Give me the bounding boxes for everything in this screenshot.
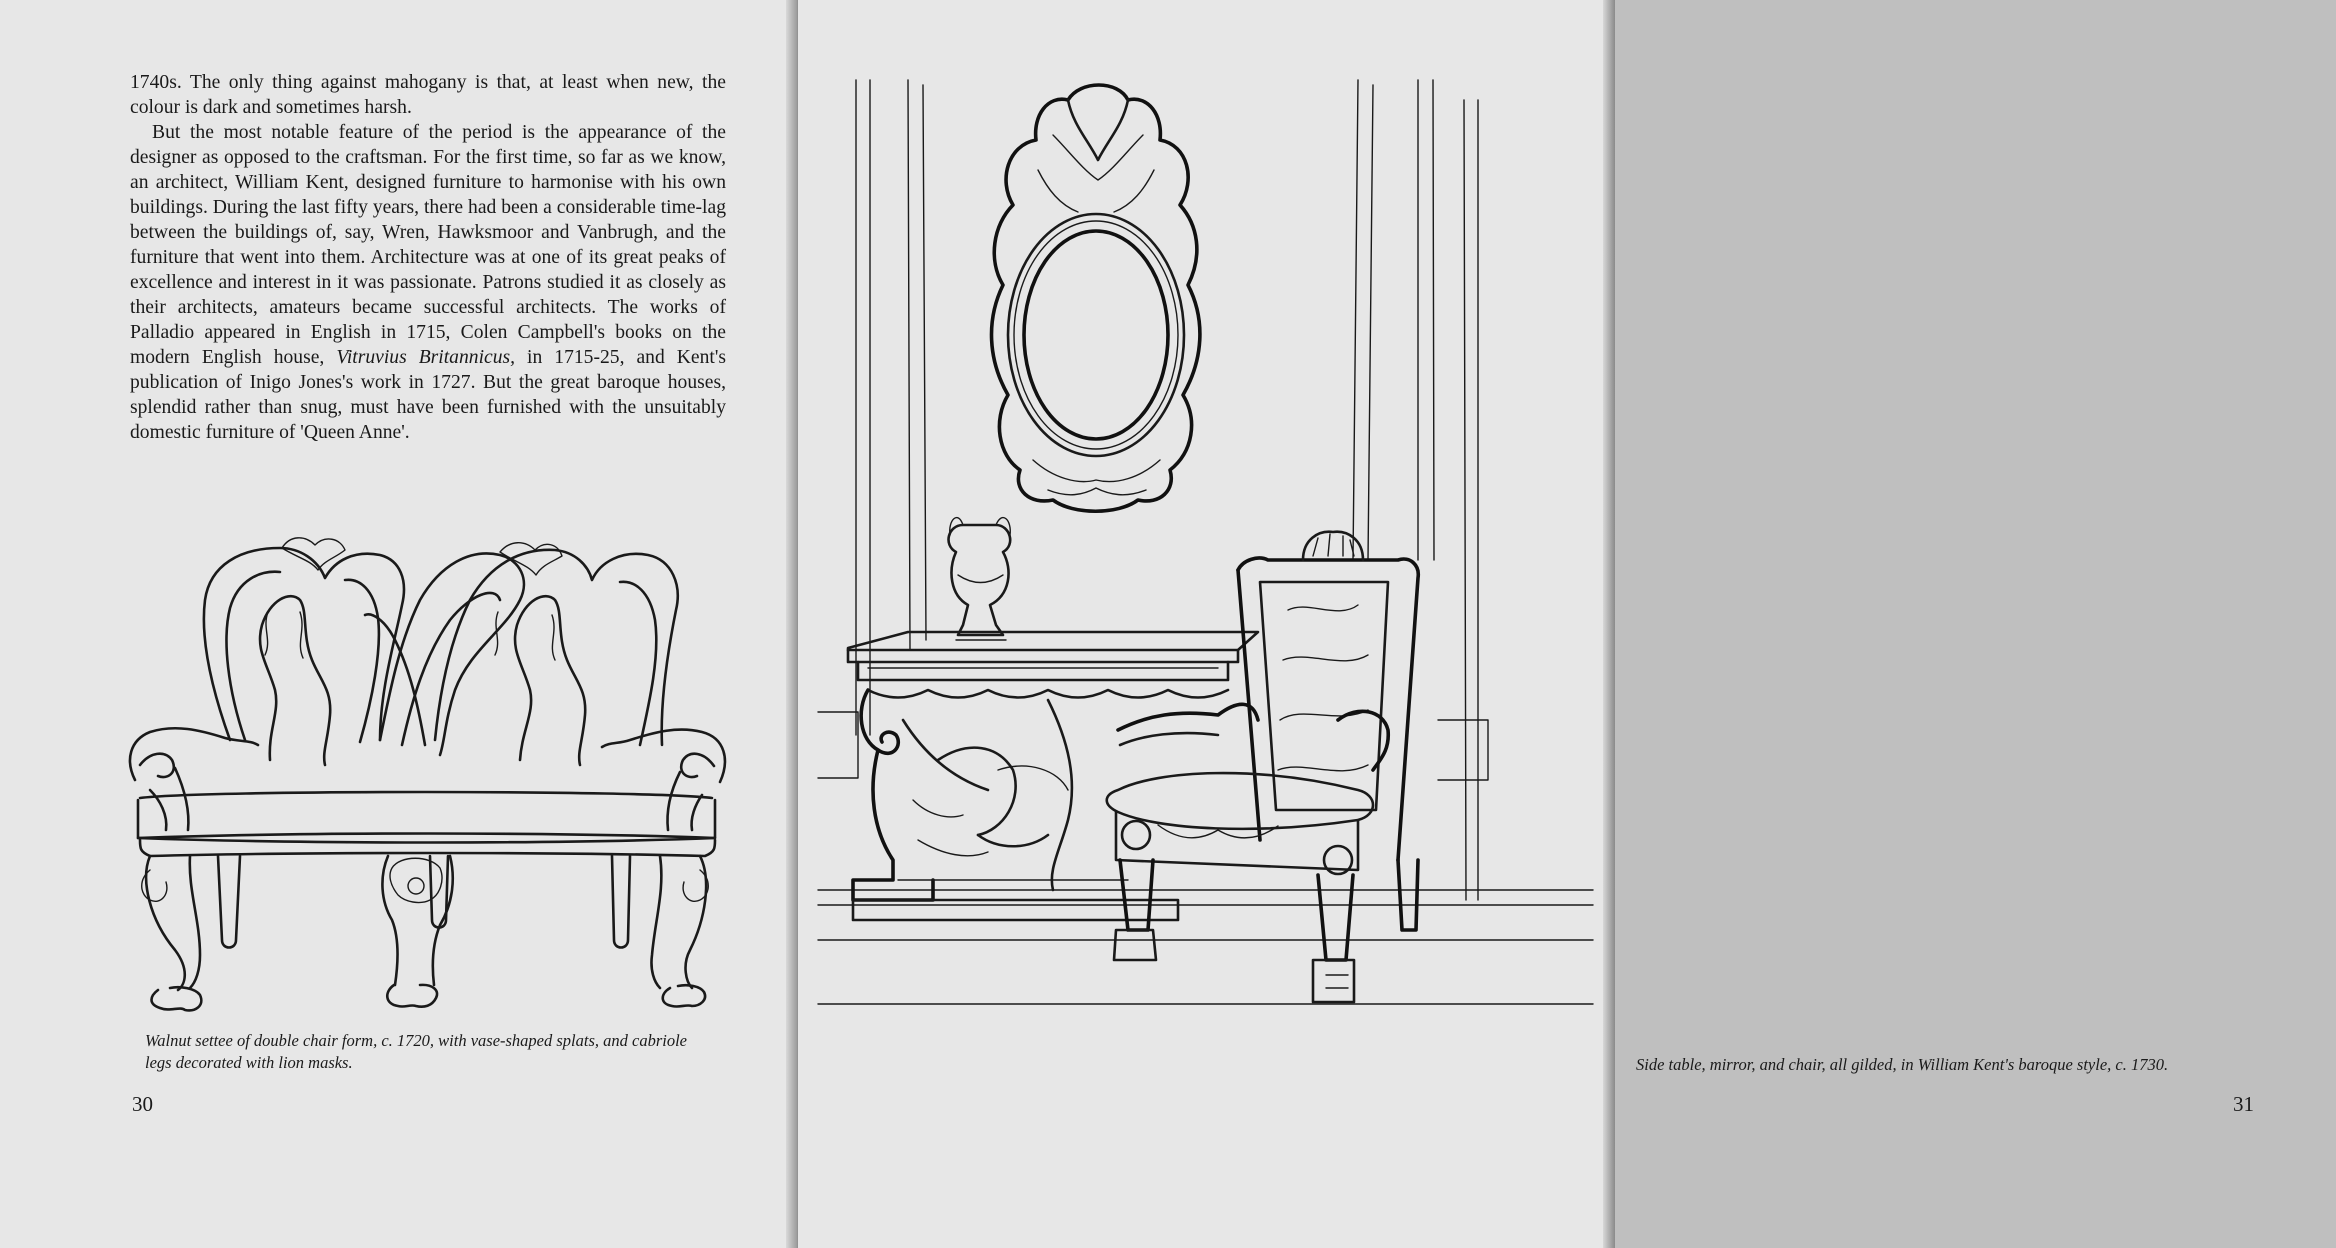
right-page xyxy=(798,0,2254,1248)
paragraph-1: 1740s. The only thing against mahogany is that, at least when new, the colour is dark and sometimes harsh. xyxy=(130,72,726,118)
left-page xyxy=(0,0,798,1248)
paragraph-2-end: in 1715-25, and Kent's publication of Inigo Jones's work in 1727. But the great baroque houses, splendid rather than snug, must have been furnished with the unsuitably domestic furniture of 'Queen Anne'. xyxy=(130,347,726,443)
kent-furniture-illustration xyxy=(798,0,1615,1248)
book-title-vitruvius: Vitruvius Britannicus, xyxy=(336,347,516,368)
kent-caption: Side table, mirror, and chair, all gilded, in William Kent's baroque style, c. 1730. xyxy=(1636,1055,2169,1074)
settee-caption: Walnut settee of double chair form, c. 1720, with vase-shaped splats, and cabriole legs decorated with lion masks. xyxy=(145,1031,688,1072)
page-number-left: 30 xyxy=(132,1092,153,1116)
paragraph-2-text: But the most notable feature of the period is the appearance of the designer as opposed to the craftsman. For the first time, so far as we know, an architect, William Kent, designed furniture to harmonise with his own buildings. During the last fifty years, there had been a considerable time-lag between the buildings of, say, Wren, Hawksmoor and Vanbrugh, and the furniture that went into them. Architecture was at one of its great peaks of excellence and interest in it was passionate. Patrons studied it as closely as their architects, amateurs became successful architects. The works of Palladio appeared in English in 1715, Colen Campbell's books on the modern English house, xyxy=(130,122,726,368)
book-edge xyxy=(1603,0,1615,1248)
page-number-right: 31 xyxy=(2233,1092,2254,1116)
